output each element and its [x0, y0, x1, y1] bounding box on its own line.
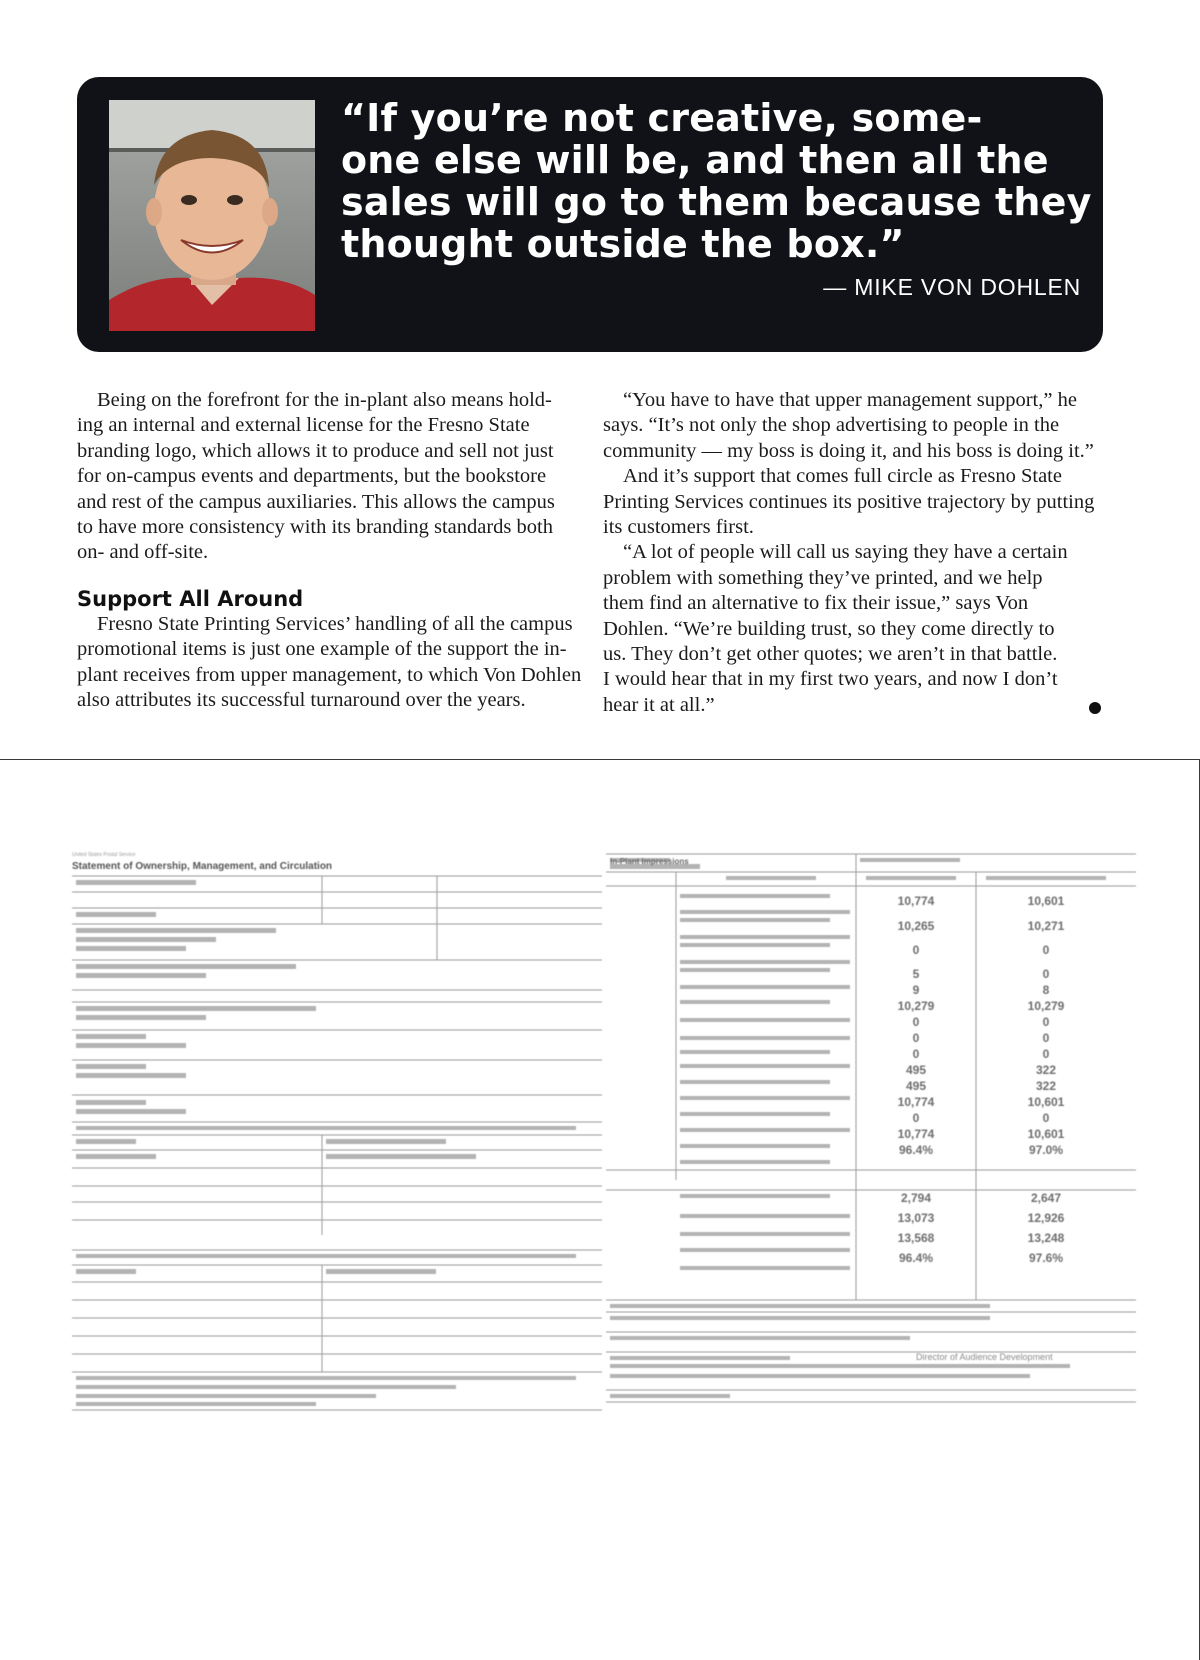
single-issue-value: 10,279: [1027, 999, 1065, 1013]
pull-quote-line: one else will be, and then all the: [341, 138, 1049, 182]
single-issue-value: 8: [1042, 983, 1050, 997]
single-issue-value: 0: [1042, 1015, 1050, 1029]
avg-circulation-value: 0: [912, 943, 920, 957]
single-issue-value: 10,271: [1027, 919, 1065, 933]
avg-circulation-value: 10,774: [897, 1127, 935, 1141]
text-line: “You have to have that upper management support,” he: [623, 389, 1077, 411]
text-line: Printing Services continues its positive trajectory by putting: [603, 490, 1095, 513]
text-line: ing an internal and external license for the Fresno State: [77, 414, 530, 437]
avg-circulation-value: 0: [912, 1031, 920, 1045]
single-issue-value: 0: [1042, 967, 1050, 981]
text-line: problem with something they’ve printed, and we help: [603, 566, 1043, 589]
text-line: us. They don’t get other quotes; we aren’t in that battle.: [603, 643, 1058, 666]
single-issue-value: 2,647: [1030, 1191, 1062, 1205]
form-agency: United States Postal Service: [72, 852, 136, 858]
section-heading: Support All Around: [77, 586, 304, 611]
avg-circulation-value: 10,279: [897, 999, 935, 1013]
text-line: branding logo, which allows it to produce and sell not just: [77, 439, 554, 462]
quote-attribution: — MIKE VON DOHLEN: [823, 274, 1081, 300]
single-issue-value: 12,926: [1027, 1211, 1065, 1225]
single-issue-value: 322: [1035, 1063, 1057, 1077]
text-line: promotional items is just one example of the support the in-: [77, 638, 567, 661]
pull-quote-text: [341, 96, 1092, 266]
circulation-grid: [606, 850, 1136, 1418]
single-issue-value: 0: [1042, 1031, 1050, 1045]
avg-circulation-value: 13,568: [897, 1231, 935, 1245]
avg-circulation-value: 96.4%: [898, 1251, 934, 1265]
single-issue-value: 97.6%: [1028, 1251, 1064, 1265]
text-line: on- and off-site.: [77, 541, 209, 564]
text-line: to have more consistency with its branding standards both: [77, 516, 553, 539]
circulation-data-form: [606, 850, 1136, 1418]
text-line: also attributes its successful turnaround over the years.: [77, 689, 526, 712]
body-paragraph: [77, 612, 582, 714]
text-line: them find an alternative to fix their issue,” says Von: [603, 592, 1029, 615]
text-line: plant receives from upper management, to which Von Dohlen: [77, 663, 582, 686]
single-issue-value: 10,601: [1027, 1095, 1065, 1109]
text-line: says. “It’s not only the shop advertising to people in the: [603, 414, 1060, 437]
statement-of-ownership-form: [72, 850, 602, 1418]
text-line: hear it at all.”: [603, 693, 715, 716]
body-paragraph: [603, 388, 1103, 464]
signature-title: Director of Audience Development: [916, 1352, 1053, 1362]
text-line: Being on the forefront for the in-plant also means hold-: [97, 389, 552, 411]
text-line: for on-campus events and departments, but the bookstore: [77, 465, 547, 488]
body-paragraph: [603, 464, 1103, 540]
single-issue-value: 97.0%: [1028, 1143, 1064, 1157]
body-paragraph: [603, 540, 1103, 718]
text-line: community — my boss is doing it, and his boss is doing it.”: [603, 439, 1094, 462]
single-issue-value: 322: [1035, 1079, 1057, 1093]
avg-circulation-value: 2,794: [900, 1191, 932, 1205]
text-line: its customers first.: [603, 516, 754, 539]
avg-circulation-value: 10,774: [897, 894, 935, 908]
pull-quote-line: “If you’re not creative, some-: [341, 96, 983, 140]
avg-circulation-value: 495: [905, 1079, 927, 1093]
avg-circulation-value: 495: [905, 1063, 927, 1077]
circulation-publication-title: In-Plant Impressions: [610, 857, 689, 866]
form-grid: [72, 850, 602, 1418]
end-of-article-mark: [1089, 702, 1101, 714]
single-issue-value: 0: [1042, 1111, 1050, 1125]
text-line: Dohlen. “We’re building trust, so they come directly to: [603, 617, 1055, 640]
form-title: Statement of Ownership, Management, and Circulation: [72, 861, 333, 872]
text-line: I would hear that in my first two years, and now I don’t: [603, 668, 1058, 691]
avg-circulation-value: 0: [912, 1047, 920, 1061]
text-line: And it’s support that comes full circle as Fresno State: [623, 465, 1062, 488]
pull-quote-line: thought outside the box.”: [341, 222, 905, 266]
single-issue-value: 0: [1042, 1047, 1050, 1061]
body-paragraph: [77, 388, 574, 566]
single-issue-value: 10,601: [1027, 1127, 1065, 1141]
avg-circulation-value: 10,774: [897, 1095, 935, 1109]
text-line: Fresno State Printing Services’ handling of all the campus: [97, 612, 573, 635]
avg-circulation-value: 0: [912, 1015, 920, 1029]
pull-quote-line: sales will go to them because they: [341, 180, 1092, 224]
text-line: “A lot of people will call us saying they have a certain: [623, 541, 1068, 564]
avg-circulation-value: 13,073: [897, 1211, 935, 1225]
pull-quote-box: [77, 77, 1103, 352]
avg-circulation-value: 0: [912, 1111, 920, 1125]
portrait-photo: [109, 100, 315, 331]
article-column-left: [77, 388, 582, 713]
text-line: and rest of the campus auxiliaries. This allows the campus: [77, 490, 555, 513]
avg-circulation-value: 9: [912, 983, 920, 997]
avg-circulation-value: 96.4%: [898, 1143, 934, 1157]
article-column-right: [603, 388, 1103, 718]
single-issue-value: 13,248: [1027, 1231, 1065, 1245]
single-issue-value: 10,601: [1027, 894, 1065, 908]
avg-circulation-value: 5: [912, 967, 920, 981]
avg-circulation-value: 10,265: [897, 919, 935, 933]
single-issue-value: 0: [1042, 943, 1050, 957]
